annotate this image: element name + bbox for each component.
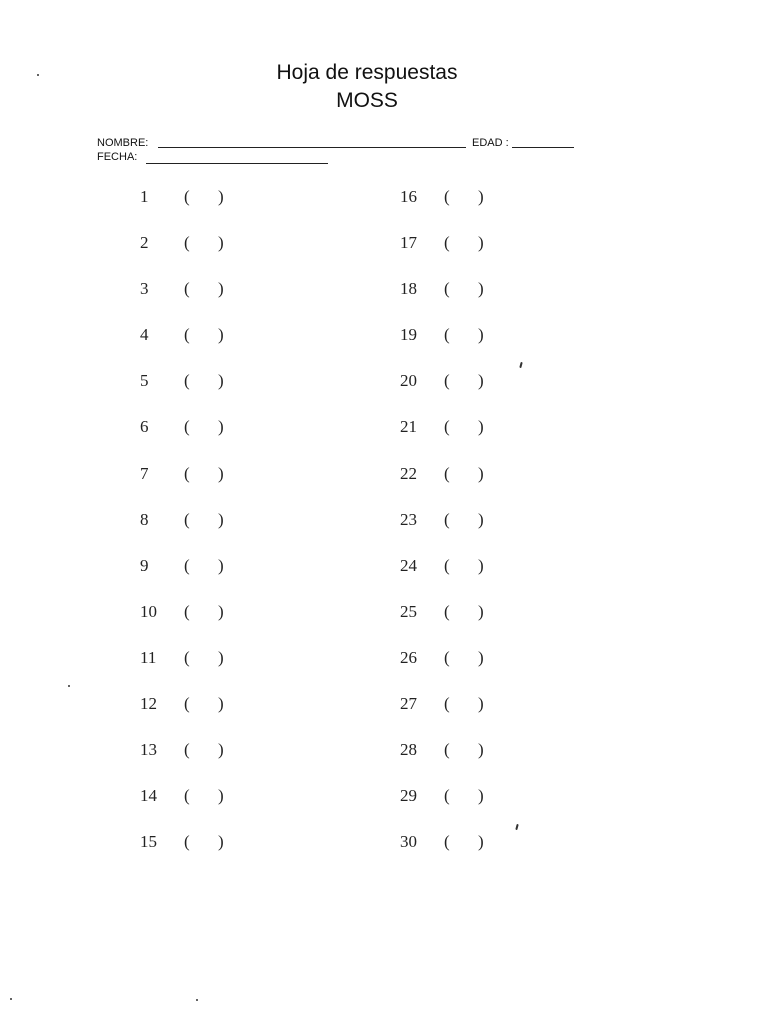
scan-speck [10, 998, 12, 1000]
answers-column-left [140, 185, 270, 876]
answer-item [400, 369, 530, 415]
item-number: 25 [400, 601, 417, 621]
item-number: 26 [400, 647, 417, 667]
answer-slot-open[interactable]: ( [184, 233, 190, 253]
answer-slot-open[interactable]: ( [444, 832, 450, 852]
answer-slot-open[interactable]: ( [444, 647, 450, 667]
item-number: 30 [400, 832, 417, 852]
answer-slot-close[interactable]: ) [478, 417, 484, 437]
answer-slot-open[interactable]: ( [444, 786, 450, 806]
answer-item [140, 554, 270, 600]
answer-slot-close[interactable]: ) [478, 325, 484, 345]
nombre-field[interactable] [158, 147, 466, 148]
answer-slot-open[interactable]: ( [184, 509, 190, 529]
scan-speck [68, 685, 70, 687]
answer-slot-open[interactable]: ( [444, 694, 450, 714]
answer-slot-open[interactable]: ( [184, 417, 190, 437]
answer-slot-open[interactable]: ( [184, 187, 190, 206]
answer-slot-close[interactable]: ) [478, 187, 484, 206]
item-number: 1 [140, 187, 149, 206]
answer-item [140, 277, 270, 323]
answer-slot-open[interactable]: ( [444, 325, 450, 345]
answer-slot-open[interactable]: ( [444, 417, 450, 437]
item-number: 12 [140, 694, 157, 714]
answer-slot-close[interactable]: ) [478, 279, 484, 299]
fecha-label: FECHA: [97, 151, 138, 163]
answer-item [400, 415, 530, 461]
answer-slot-close[interactable]: ) [218, 509, 224, 529]
answer-slot-close[interactable]: ) [218, 647, 224, 667]
answer-item [400, 462, 530, 508]
item-number: 18 [400, 279, 417, 299]
scan-speck [196, 999, 198, 1001]
answer-slot-close[interactable]: ) [478, 694, 484, 714]
item-number: 16 [400, 187, 417, 206]
answer-slot-close[interactable]: ) [218, 417, 224, 437]
answer-item [140, 508, 270, 554]
answer-slot-close[interactable]: ) [478, 647, 484, 667]
sheet-subtitle: MOSS [336, 89, 398, 112]
answer-slot-close[interactable]: ) [218, 279, 224, 299]
item-number: 28 [400, 740, 417, 760]
item-number: 2 [140, 233, 149, 253]
item-number: 6 [140, 417, 149, 437]
answer-slot-close[interactable]: ) [218, 694, 224, 714]
answer-slot-close[interactable]: ) [218, 832, 224, 852]
answer-slot-close[interactable]: ) [478, 601, 484, 621]
answer-item [400, 554, 530, 600]
item-number: 17 [400, 233, 417, 253]
answer-item [140, 784, 270, 830]
answer-slot-open[interactable]: ( [444, 601, 450, 621]
answer-slot-open[interactable]: ( [184, 371, 190, 391]
answer-item [140, 462, 270, 508]
answer-item [400, 738, 530, 784]
answer-item [140, 738, 270, 784]
item-number: 3 [140, 279, 149, 299]
answer-slot-open[interactable]: ( [444, 233, 450, 253]
answers-column-right [400, 185, 530, 876]
nombre-label: NOMBRE: [97, 137, 149, 149]
answer-item [400, 277, 530, 323]
answer-slot-close[interactable]: ) [218, 740, 224, 760]
answer-slot-close[interactable]: ) [218, 463, 224, 483]
answer-slot-open[interactable]: ( [184, 694, 190, 714]
answer-slot-close[interactable]: ) [478, 555, 484, 575]
answer-item [400, 600, 530, 646]
fecha-field[interactable] [146, 163, 328, 164]
answer-slot-open[interactable]: ( [184, 279, 190, 299]
answer-item [400, 830, 530, 876]
answer-slot-open[interactable]: ( [184, 786, 190, 806]
answer-item [400, 646, 530, 692]
answer-slot-open[interactable]: ( [444, 463, 450, 483]
answer-item [400, 508, 530, 554]
answer-slot-close[interactable]: ) [478, 509, 484, 529]
item-number: 11 [140, 647, 157, 667]
answer-slot-open[interactable]: ( [184, 740, 190, 760]
answer-slot-open[interactable]: ( [444, 279, 450, 299]
answer-slot-open[interactable]: ( [444, 187, 450, 206]
answer-item [140, 830, 270, 876]
scan-speck [37, 74, 39, 76]
item-number: 23 [400, 509, 417, 529]
answer-slot-close[interactable]: ) [478, 786, 484, 806]
answer-item [400, 784, 530, 830]
answer-slot-close[interactable]: ) [218, 187, 224, 206]
answer-slot-open[interactable]: ( [444, 509, 450, 529]
item-number: 15 [140, 832, 157, 852]
answer-item [140, 369, 270, 415]
answer-slot-close[interactable]: ) [218, 601, 224, 621]
item-number: 21 [400, 417, 417, 437]
sheet-title: Hoja de respuestas [276, 61, 458, 84]
answer-slot-open[interactable]: ( [184, 463, 190, 483]
answer-item [400, 185, 530, 231]
item-number: 13 [140, 740, 157, 760]
answer-item [140, 646, 270, 692]
item-number: 27 [400, 694, 417, 714]
item-number: 24 [400, 555, 417, 575]
item-number: 14 [140, 786, 157, 806]
answer-item [140, 692, 270, 738]
answer-slot-open[interactable]: ( [184, 832, 190, 852]
answer-slot-close[interactable]: ) [218, 233, 224, 253]
item-number: 9 [140, 555, 149, 575]
item-number: 20 [400, 371, 417, 391]
answer-slot-open[interactable]: ( [184, 647, 190, 667]
answer-slot-open[interactable]: ( [444, 371, 450, 391]
answer-slot-close[interactable]: ) [218, 371, 224, 391]
answer-item [400, 692, 530, 738]
item-number: 4 [140, 325, 149, 345]
item-number: 7 [140, 463, 149, 483]
answer-slot-close[interactable]: ) [478, 832, 484, 852]
edad-label: EDAD : [472, 137, 509, 149]
item-number: 22 [400, 463, 417, 483]
item-number: 8 [140, 509, 149, 529]
answer-item [140, 415, 270, 461]
item-number: 29 [400, 786, 417, 806]
answer-item [140, 600, 270, 646]
item-number: 19 [400, 325, 417, 345]
answer-slot-close[interactable]: ) [478, 740, 484, 760]
answer-item [400, 231, 530, 277]
answer-slot-open[interactable]: ( [184, 601, 190, 621]
answer-slot-close[interactable]: ) [478, 233, 484, 253]
answer-item [400, 323, 530, 369]
answer-slot-close[interactable]: ) [218, 555, 224, 575]
item-number: 5 [140, 371, 149, 391]
answer-slot-open[interactable]: ( [444, 740, 450, 760]
answer-slot-open[interactable]: ( [444, 555, 450, 575]
answer-slot-open[interactable]: ( [184, 555, 190, 575]
item-number: 10 [140, 601, 157, 621]
answer-slot-close[interactable]: ) [218, 325, 224, 345]
answer-slot-close[interactable]: ) [218, 786, 224, 806]
answer-slot-close[interactable]: ) [478, 371, 484, 391]
answer-item [140, 185, 270, 231]
answer-slot-open[interactable]: ( [184, 325, 190, 345]
edad-field[interactable] [512, 147, 574, 148]
answer-slot-close[interactable]: ) [478, 463, 484, 483]
answer-item [140, 323, 270, 369]
answer-item [140, 231, 270, 277]
